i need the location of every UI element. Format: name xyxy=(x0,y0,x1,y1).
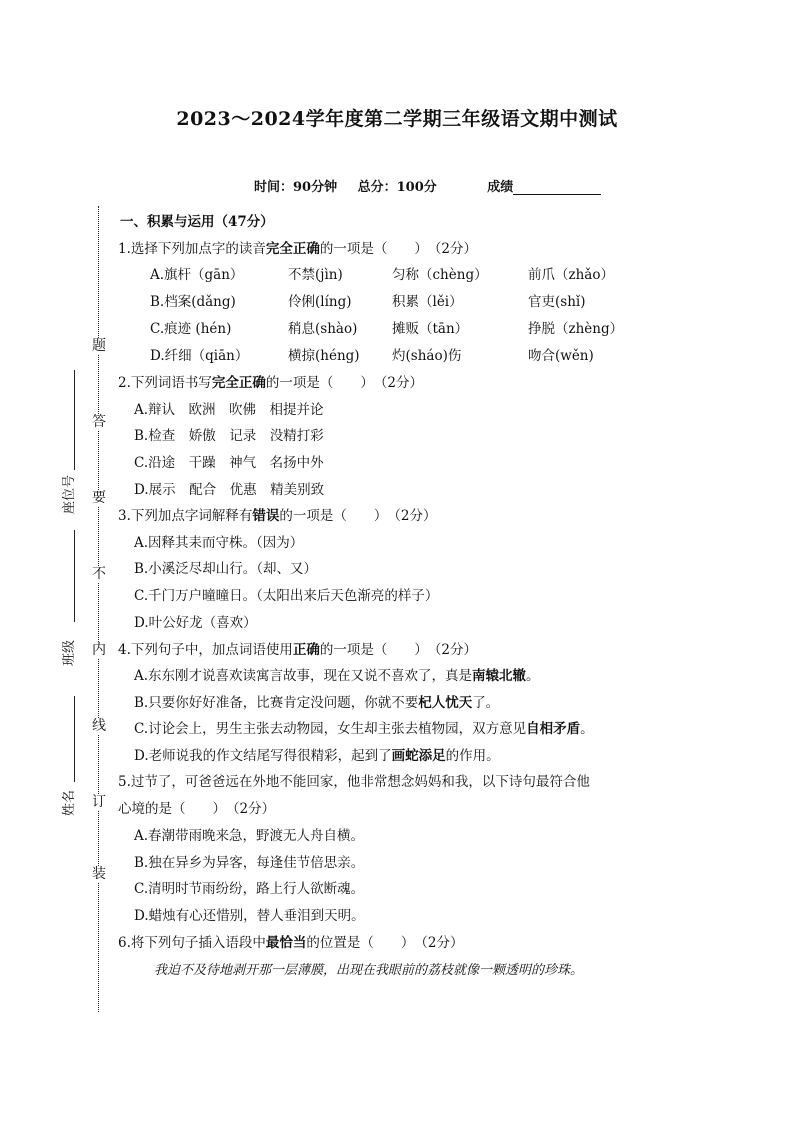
q1-a4: 前爪（zhǎo） xyxy=(528,267,614,283)
question-6-stem: 6.将下列句子插入语段中最恰当的位置是（ ） （2分） xyxy=(118,935,464,951)
binding-char: 要 xyxy=(92,490,106,506)
q5-option-c: C.清明时节雨纷纷，路上行人欲断魂。 xyxy=(134,881,365,897)
question-5-stem-line1: 5.过节了，可爸爸远在外地不能回家，他非常想念妈妈和我，以下诗句最符合他 xyxy=(118,774,590,790)
q3-option-c: C.千门万户曈曈日。（太阳出来后天色渐亮的样子） xyxy=(134,588,439,604)
q1-a1: A.旗杆（gān） xyxy=(150,267,244,283)
q1-b2: 伶俐(líng) xyxy=(288,294,352,310)
score-label: 成绩 xyxy=(487,180,514,195)
question-4-stem: 4.下列句子中，加点词语使用正确的一项是（ ） （2分） xyxy=(118,642,477,658)
q1-d1: D.纤细（qiān） xyxy=(150,348,249,364)
name-blank[interactable] xyxy=(74,696,75,782)
q1-c1: C.痕迹 (hén) xyxy=(150,321,232,337)
q2-option-d: D.展示 配合 优惠 精美别致 xyxy=(134,482,325,498)
exam-meta xyxy=(254,176,601,195)
q1-c2: 稍息(shào) xyxy=(288,321,358,337)
binding-char: 题 xyxy=(92,338,106,354)
q5-option-a: A.春潮带雨晚来急，野渡无人舟自横。 xyxy=(134,828,365,844)
q6-sentence: 我迫不及待地剥开那一层薄膜，出现在我眼前的荔枝就像一颗透明的珍珠。 xyxy=(154,963,584,978)
q1-b4: 官吏(shǐ) xyxy=(528,294,586,310)
score-blank[interactable] xyxy=(513,180,601,195)
time-label: 时间：90分钟 xyxy=(254,180,338,195)
q2-option-c: C.沿途 干躁 神气 名扬中外 xyxy=(134,455,324,471)
section-heading: 一、积累与运用（47分） xyxy=(120,214,274,230)
q2-option-b: B.检查 娇傲 记录 没精打彩 xyxy=(134,428,324,444)
total-label: 总分：100分 xyxy=(357,180,437,195)
seat-blank[interactable] xyxy=(74,370,75,470)
question-3-stem: 3.下列加点字词解释有错误的一项是（ ） （2分） xyxy=(118,508,437,524)
q3-option-d: D.叶公好龙（喜欢） xyxy=(134,615,257,631)
binding-char: 答 xyxy=(92,414,106,430)
q1-a2: 不禁(jìn) xyxy=(288,267,343,283)
q1-d4: 吻合(wěn) xyxy=(528,348,594,364)
q4-option-b: B.只要你好好准备，比赛肯定没问题，你就不要杞人忧天了。 xyxy=(134,695,500,711)
q1-d2: 横掠(héng) xyxy=(288,348,360,364)
q4-option-d: D.老师说我的作文结尾写得很精彩，起到了画蛇添足的作用。 xyxy=(134,748,500,764)
class-label: 班级 xyxy=(62,639,77,666)
binding-char: 内 xyxy=(92,642,106,658)
q1-c3: 摊贩（tān） xyxy=(392,321,469,337)
page-title: 2023～2024学年度第二学期三年级语文期中测试 xyxy=(176,108,618,130)
binding-char: 线 xyxy=(92,718,106,734)
q5-option-d: D.蜡烛有心还惜别，替人垂泪到天明。 xyxy=(134,908,365,924)
q4-option-c: C.讨论会上，男生主张去动物园，女生却主张去植物园，双方意见自相矛盾。 xyxy=(134,721,594,737)
q1-c4: 挣脱（zhèng） xyxy=(528,321,624,337)
q2-option-a: A.辩认 欧洲 吹佛 相提并论 xyxy=(134,402,324,418)
binding-line xyxy=(98,206,99,1012)
question-2-stem: 2.下列词语书写完全正确的一项是（ ） （2分） xyxy=(118,375,423,391)
q3-option-a: A.因释其耒而守株。（因为） xyxy=(134,535,304,551)
q1-a3: 匀称（chèng） xyxy=(392,267,488,283)
binding-char: 订 xyxy=(92,794,106,810)
q4-option-a: A.东东刚才说喜欢读寓言故事，现在又说不喜欢了，真是南辕北辙。 xyxy=(134,668,540,684)
seat-label: 座位号 xyxy=(62,474,77,514)
q3-option-b: B.小溪泛尽却山行。（却、又） xyxy=(134,561,317,577)
q1-b1: B.档案(dǎng) xyxy=(150,294,236,310)
binding-char: 装 xyxy=(92,866,106,882)
q5-option-b: B.独在异乡为异客，每逢佳节倍思亲。 xyxy=(134,855,365,871)
question-5-stem-line2: 心境的是（ ） （2分） xyxy=(118,801,276,817)
class-blank[interactable] xyxy=(74,530,75,622)
q1-d3: 灼(sháo)伤 xyxy=(392,348,462,364)
question-1-stem: 1.选择下列加点字的读音完全正确的一项是（ ） （2分） xyxy=(118,241,477,257)
name-label: 姓名 xyxy=(62,789,77,816)
q1-b3: 积累（lěi） xyxy=(392,294,463,310)
binding-char: 不 xyxy=(92,566,106,582)
